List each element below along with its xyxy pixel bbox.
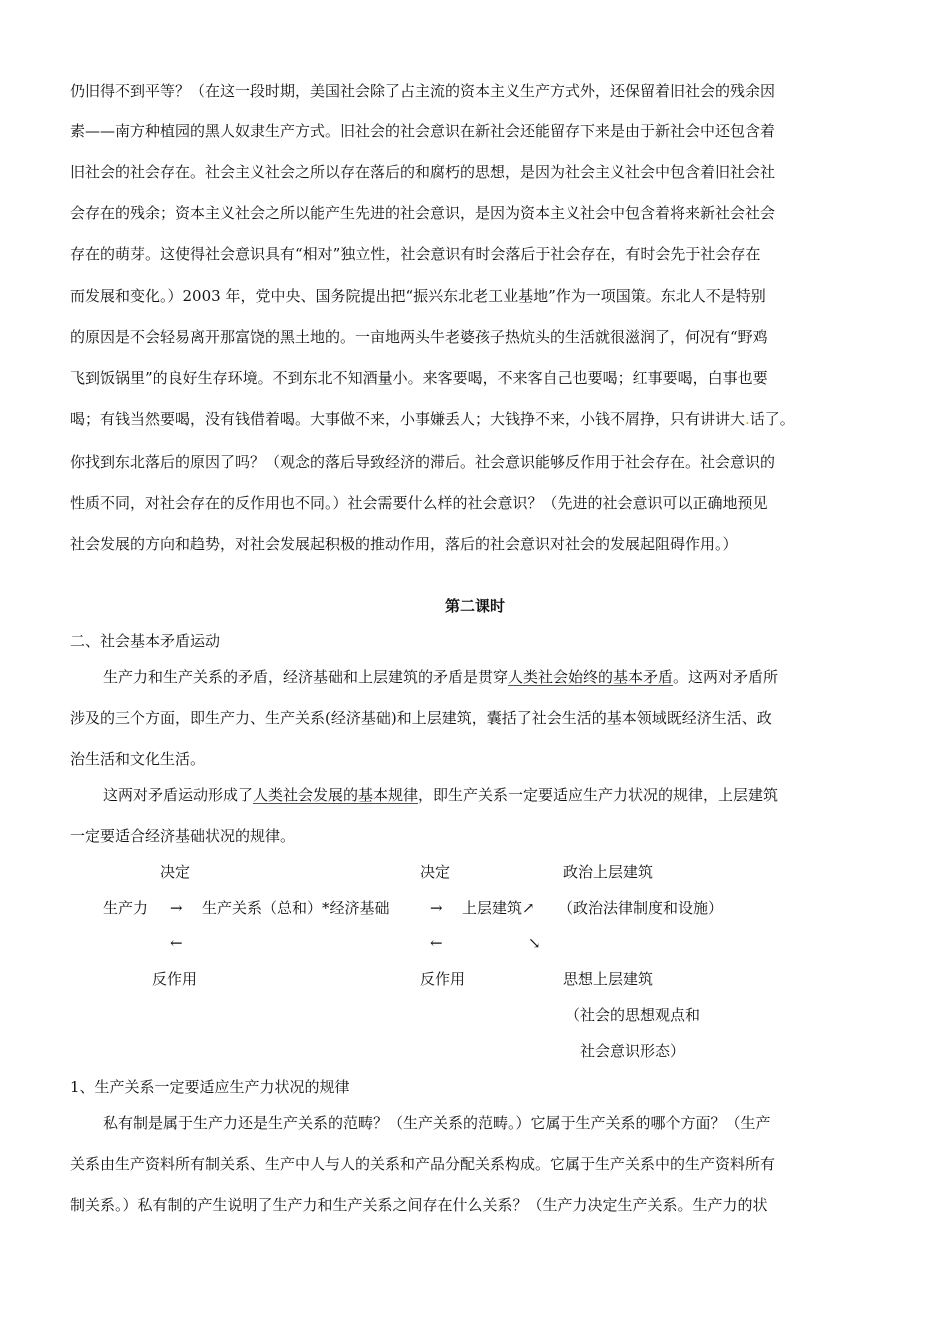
- paragraph-line: [103, 785, 778, 805]
- paragraph-line: 你找到东北落后的原因了吗？（观念的落后导致经济的滞后。社会意识能够反作用于社会存在。社会意识的: [70, 453, 776, 471]
- paragraph-line: [103, 667, 778, 687]
- line-text: 。这两对矛盾所: [673, 668, 779, 686]
- paragraph-line: 而发展和变化。）2003 年，党中央、国务院提出把“振兴东北老工业基地”作为一项国策。东北人不是特别: [70, 287, 766, 305]
- paragraph-line: 关系由生产资料所有制关系、生产中人与人的关系和产品分配关系构成。它属于生产关系中的生产资料所有: [70, 1155, 776, 1173]
- political-superstructure-label: 政治上层建筑: [563, 863, 654, 881]
- reaction-label: 反作用: [152, 970, 198, 988]
- decide-label: 决定: [160, 863, 191, 881]
- underlined-phrase: 人类社会始终的基本矛盾: [508, 668, 674, 686]
- paragraph-line: 飞到饭锅里”的良好生存环境。不到东北不知酒量小。来客要喝，不来客自己也要喝；红事要喝，白事也要: [70, 369, 768, 387]
- paragraph-line: 存在的萌芽。这使得社会意识具有“相对”独立性，社会意识有时会落后于社会存在，有时会先于社会存在: [70, 245, 761, 263]
- ideological-detail-label: （社会的思想观点和: [565, 1006, 701, 1024]
- line-text: 这两对矛盾运动形成了: [103, 786, 254, 804]
- ideological-superstructure-label: 思想上层建筑: [563, 970, 654, 988]
- paragraph-line: 制关系。）私有制的产生说明了生产力和生产关系之间存在什么关系？（生产力决定生产关系。生产力的状: [70, 1196, 768, 1214]
- line-text: ，即生产关系一定要适应生产力状况的规律，上层建筑: [418, 786, 779, 804]
- paragraph-line: 性质不同，对社会存在的反作用也不同。）社会需要什么样的社会意识？（先进的社会意识可以正确地预见: [70, 494, 768, 512]
- productive-forces-label: 生产力: [103, 899, 149, 917]
- political-detail-label: （政治法律制度和设施）: [558, 899, 724, 917]
- arrow-down-right-icon: ↘: [528, 934, 541, 952]
- subsection-title: 1、生产关系一定要适应生产力状况的规律: [70, 1078, 350, 1096]
- stray-dot: .: [745, 410, 750, 428]
- lesson-title: 第二课时: [444, 597, 505, 615]
- paragraph-line: 私有制是属于生产力还是生产关系的范畴？（生产关系的范畴。）它属于生产关系的哪个方面？（生产: [103, 1114, 771, 1132]
- paragraph-line: 一定要适合经济基础状况的规律。: [70, 827, 296, 845]
- arrow-right-icon: →: [170, 899, 183, 917]
- ideological-detail-label: 社会意识形态）: [580, 1042, 686, 1060]
- relations-label: 生产关系（总和）*经济基础: [202, 899, 390, 917]
- reaction-label: 反作用: [420, 970, 466, 988]
- arrow-left-icon: ←: [170, 934, 183, 952]
- underlined-phrase: 人类社会发展的基本规律: [253, 786, 419, 804]
- paragraph-line: 的原因是不会轻易离开那富饶的黑土地的。一亩地两头牛老婆孩子热炕头的生活就很滋润了，何况有“野鸡: [70, 328, 768, 346]
- line-text: 生产力和生产关系的矛盾，经济基础和上层建筑的矛盾是贯穿: [103, 668, 509, 686]
- paragraph-line: 仍旧得不到平等？（在这一段时期，美国社会除了占主流的资本主义生产方式外，还保留着旧社会的残余因: [70, 82, 776, 100]
- paragraph-line: 涉及的三个方面，即生产力、生产关系(经济基础)和上层建筑，囊括了社会生活的基本领域既经济生活、政: [70, 709, 772, 727]
- paragraph-line: 旧社会的社会存在。社会主义社会之所以存在落后的和腐朽的思想，是因为社会主义社会中包含着旧社会社: [70, 163, 776, 181]
- paragraph-line: [70, 409, 795, 429]
- paragraph-line: 社会发展的方向和趋势，对社会发展起积极的推动作用，落后的社会意识对社会的发展起阻碍作用。）: [70, 535, 738, 553]
- paragraph-line: 素——南方种植园的黑人奴隶生产方式。旧社会的社会意识在新社会还能留存下来是由于新社会中还包含着: [70, 122, 776, 140]
- superstructure-label: 上层建筑↗: [462, 899, 535, 917]
- section-title: 二、社会基本矛盾运动: [70, 632, 221, 650]
- arrow-left-icon: ←: [430, 934, 443, 952]
- paragraph-line: 治生活和文化生活。: [70, 750, 206, 768]
- line-text: 话了。: [749, 410, 795, 428]
- decide-label: 决定: [420, 863, 451, 881]
- arrow-right-icon: →: [430, 899, 443, 917]
- paragraph-line: 会存在的残余；资本主义社会之所以能产生先进的社会意识，是因为资本主义社会中包含着将来新社会社会: [70, 204, 776, 222]
- line-text: 喝；有钱当然要喝，没有钱借着喝。大事做不来，小事嫌丢人；大钱挣不来，小钱不屑挣，只有讲讲大: [70, 410, 746, 428]
